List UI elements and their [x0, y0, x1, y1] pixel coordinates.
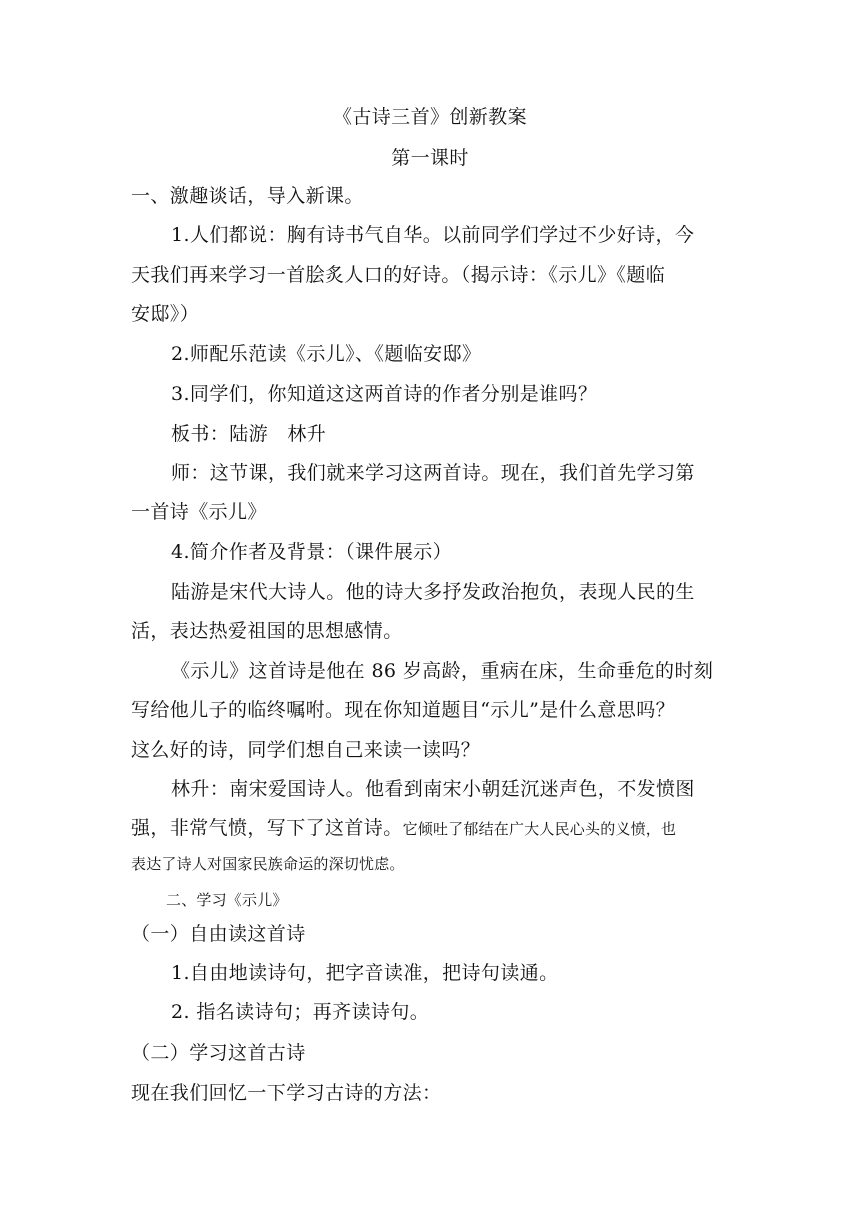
subsection-heading-1: （一）自由读这首诗 [131, 923, 306, 945]
lesson-subtitle: 第一课时 [391, 147, 469, 169]
luyou-line-2: 活，表达热爱祖国的思想感情。 [131, 620, 403, 642]
paragraph-1-line-3: 安邸》） [131, 303, 200, 325]
linsheng-line-2-part-a: 强，非常气愤，写下了这首诗。 [131, 817, 403, 839]
section-heading-shier: 二、学习《示儿》 [166, 891, 288, 909]
linsheng-line-1: 林升：南宋爱国诗人。他看到南宋小朝廷沉迷声色，不发愤图 [171, 778, 695, 800]
paragraph-4: 4.简介作者及背景：（课件展示） [171, 541, 453, 563]
subsection-1-item-2: 2. 指名读诗句；再齐读诗句。 [171, 1001, 430, 1023]
paragraph-1-line-2: 天我们再来学习一首脍炙人口的好诗。（揭示诗：《示儿》《题临 [131, 264, 666, 286]
board-note: 板书：陆游 林升 [171, 423, 327, 445]
luyou-line-1: 陆游是宋代大诗人。他的诗大多抒发政治抱负，表现人民的生 [171, 581, 695, 603]
paragraph-1-line-1: 1.人们都说：胸有诗书气自华。以前同学们学过不少好诗，今 [171, 224, 695, 246]
shier-line-1: 《示儿》这首诗是他在 86 岁高龄，重病在床，生命垂危的时刻 [171, 660, 714, 682]
subsection-heading-2: （二）学习这首古诗 [131, 1042, 306, 1064]
linsheng-line-2-part-b: 它倾吐了郁结在广大人民心头的义愤，也 [402, 820, 677, 838]
subsection-1-item-1: 1.自由地读诗句，把字音读准，把诗句读通。 [171, 962, 559, 984]
section-heading-intro: 一、激趣谈话，导入新课。 [131, 185, 364, 207]
document-title: 《古诗三首》创新教案 [332, 106, 527, 128]
shier-line-2: 写给他儿子的临终嘱咐。现在你知道题目“示儿”是什么意思吗？ [131, 699, 676, 721]
paragraph-2: 2.师配乐范读《示儿》、《题临安邸》 [171, 343, 482, 365]
linsheng-line-3: 表达了诗人对国家民族命运的深切忧虑。 [131, 855, 405, 873]
recall-method: 现在我们回忆一下学习古诗的方法： [131, 1082, 442, 1104]
shier-line-3: 这么好的诗，同学们想自己来读一读吗？ [131, 739, 481, 761]
paragraph-3: 3.同学们，你知道这这两首诗的作者分别是谁吗？ [171, 383, 598, 405]
teacher-line-2: 一首诗《示儿》 [131, 501, 267, 523]
linsheng-line-2 [131, 815, 676, 842]
teacher-line-1: 师：这节课，我们就来学习这两首诗。现在，我们首先学习第 [171, 462, 695, 484]
